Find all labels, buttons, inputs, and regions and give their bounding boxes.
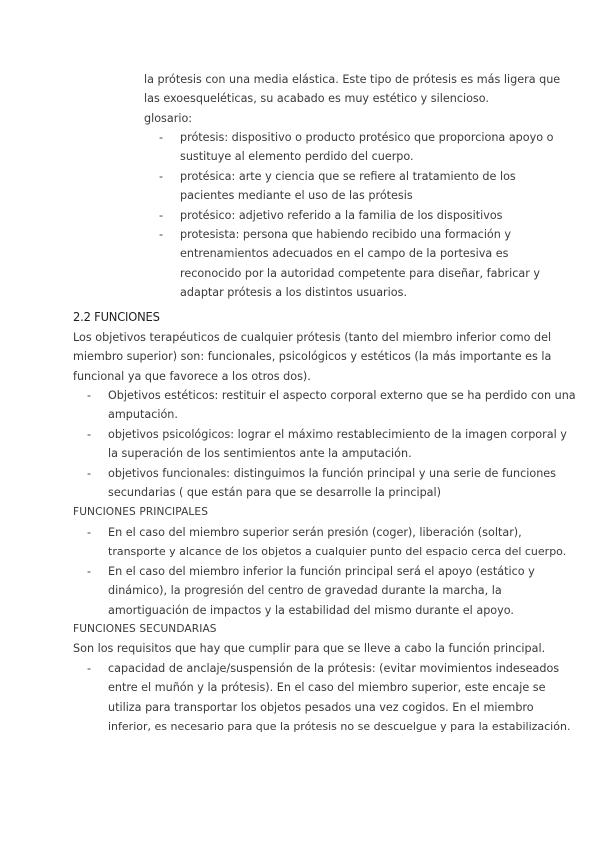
text-line: objetivos psicológicos: lograr el máximo restablecimiento de la imagen corporal y (108, 427, 567, 441)
dash-bullet: - (159, 228, 164, 242)
text-line: En el caso del miembro inferior la función principal será el apoyo (estático y (108, 564, 535, 578)
list-item (87, 425, 567, 464)
dash-bullet: - (159, 131, 164, 144)
principal-functions-heading: FUNCIONES PRINCIPALES (73, 506, 209, 518)
principal-functions-list (87, 523, 567, 620)
glossary-item (159, 225, 541, 303)
text-line: inferior, es necesario para que la prótesis no se descuelgue y para la estabilización. (108, 720, 571, 734)
functions-intro-paragraph (73, 328, 552, 386)
text-line: utiliza para transportar los objetos pesados una vez cogidos. En el miembro (108, 700, 534, 714)
dash-bullet: - (159, 208, 164, 222)
dash-bullet: - (159, 169, 164, 183)
text-line: prótesis: dispositivo o producto protésico que proporciona apoyo o (180, 131, 554, 144)
objectives-list (87, 386, 576, 502)
text-line: amortiguación de impactos y la estabilidad del mismo durante el apoyo. (108, 603, 514, 617)
text-line: funcional ya que favorece a los otros dos). (73, 369, 311, 383)
text-line: pacientes mediante el uso de las prótesis (180, 189, 413, 203)
text-line: secundarias ( que están para que se desarrolle la principal) (108, 486, 442, 500)
list-item (87, 659, 571, 737)
text-line: amputación. (108, 408, 178, 422)
text-line: protésica: arte y ciencia que se refiere al tratamiento de los (180, 169, 516, 183)
text-line: sustituye al elemento perdido del cuerpo. (180, 150, 414, 164)
text-line: entre el muñón y la prótesis). En el caso del miembro superior, este encaje se (108, 681, 546, 695)
text-line: la superación de los sentimientos ante la amputación. (108, 447, 412, 461)
list-item (87, 523, 567, 562)
text-line: transporte y alcance de los objetos a cualquier punto del espacio cerca del cuerpo. (108, 545, 567, 559)
text-line: adaptar prótesis a los distintos usuarios. (180, 286, 407, 300)
dash-bullet: - (87, 526, 92, 539)
secondary-functions-list (87, 659, 571, 737)
dash-bullet: - (87, 427, 92, 441)
text-line: entrenamientos adecuados en el campo de la portesiva es (180, 247, 509, 261)
glossary-label: glosario: (144, 111, 193, 125)
text-line: Los objetivos terapéuticos de cualquier prótesis (tanto del miembro inferior como del (73, 331, 552, 344)
list-item (87, 562, 538, 620)
dash-bullet: - (87, 389, 92, 402)
section-heading: 2.2 FUNCIONES (73, 310, 160, 325)
text-line: dinámico), la progresión del centro de gravedad durante la marcha, la (108, 584, 502, 598)
glossary-item (159, 167, 540, 206)
text-line: capacidad de anclaje/suspensión de la prótesis: (evitar movimientos indeseados (108, 662, 560, 675)
dash-bullet: - (87, 466, 92, 480)
list-item (87, 386, 576, 425)
text-line: Objetivos estéticos: restituir el aspecto corporal externo que se ha perdido con una (108, 389, 576, 402)
dash-bullet: - (87, 662, 92, 675)
secondary-functions-heading: FUNCIONES SECUNDARIAS (73, 623, 217, 635)
text-line: reconocido por la autoridad competente para diseñar, fabricar y (180, 266, 541, 280)
glossary-item (159, 206, 540, 225)
text-line: miembro superior) son: funcionales, psicológicos y estéticos (la más importante es la (73, 350, 552, 364)
glossary-item (159, 128, 554, 167)
text-line: protésico: adjetivo referido a la familia de los dispositivos (180, 208, 503, 222)
secondary-functions-intro (73, 639, 546, 658)
glossary-list (159, 128, 554, 303)
text-line: la prótesis con una media elástica. Este tipo de prótesis es más ligera que (144, 73, 561, 86)
intro-paragraph (144, 70, 561, 128)
text-line: las exoesqueléticas, su acabado es muy estético y silencioso. (144, 92, 489, 106)
text-line: objetivos funcionales: distinguimos la función principal y una serie de funciones (108, 466, 557, 480)
text-line: protesista: persona que habiendo recibido una formación y (180, 228, 512, 242)
text-line: Son los requisitos que hay que cumplir para que se lleve a cabo la función principal. (73, 642, 546, 655)
list-item (87, 464, 557, 503)
text-line: En el caso del miembro superior serán presión (coger), liberación (soltar), (108, 526, 522, 539)
dash-bullet: - (87, 564, 92, 578)
